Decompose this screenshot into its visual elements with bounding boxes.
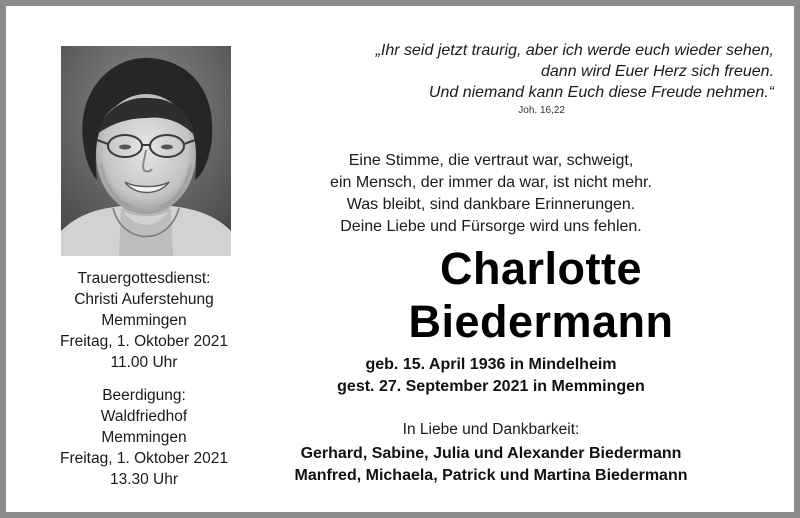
service-heading: Trauergottesdienst:: [77, 270, 211, 287]
quote-reference: Joh. 16,22: [518, 105, 565, 116]
gratitude-intro: In Liebe und Dankbarkeit:: [402, 421, 580, 438]
burial-time: 13.30 Uhr: [109, 471, 179, 488]
birth-date: geb. 15. April 1936 in Mindelheim: [365, 356, 617, 373]
memorial-poem: [282, 150, 700, 238]
portrait-photo: [61, 46, 231, 256]
burial-city: Memmingen: [101, 429, 187, 446]
portrait-image: [61, 46, 231, 256]
deceased-name: [282, 242, 800, 348]
first-name: Charlotte: [439, 243, 642, 294]
family-line: Manfred, Michaela, Patrick und Martina Biedermann: [294, 467, 688, 484]
service-time: 11.00 Uhr: [110, 354, 178, 371]
burial-date: Freitag, 1. Oktober 2021: [59, 450, 228, 467]
bible-quote: [282, 40, 774, 103]
service-place: Christi Auferstehung: [74, 291, 214, 308]
service-city: Memmingen: [101, 312, 187, 329]
poem-line: Deine Liebe und Fürsorge wird uns fehlen.: [340, 218, 642, 235]
death-date: gest. 27. September 2021 in Memmingen: [337, 378, 645, 395]
last-name: Biedermann: [408, 296, 674, 347]
life-dates: [282, 354, 700, 398]
poem-line: ein Mensch, der immer da war, ist nicht mehr.: [330, 174, 652, 191]
funeral-service-info: [12, 268, 276, 373]
family-line: Gerhard, Sabine, Julia und Alexander Biedermann: [300, 445, 682, 462]
burial-info: [12, 385, 276, 490]
quote-line: dann wird Euer Herz sich freuen.: [541, 63, 774, 80]
quote-line: Und niemand kann Euch diese Freude nehmen.“: [428, 84, 774, 101]
family-names: [282, 443, 700, 487]
quote-line: „Ihr seid jetzt traurig, aber ich werde euch wieder sehen,: [375, 42, 774, 59]
left-column: [12, 12, 282, 518]
poem-line: Eine Stimme, die vertraut war, schweigt,: [348, 152, 634, 169]
burial-heading: Beerdigung:: [102, 387, 186, 404]
burial-place: Waldfriedhof: [100, 408, 188, 425]
poem-line: Was bleibt, sind dankbare Erinnerungen.: [346, 196, 636, 213]
service-date: Freitag, 1. Oktober 2021: [59, 333, 228, 350]
right-column: [282, 12, 800, 518]
